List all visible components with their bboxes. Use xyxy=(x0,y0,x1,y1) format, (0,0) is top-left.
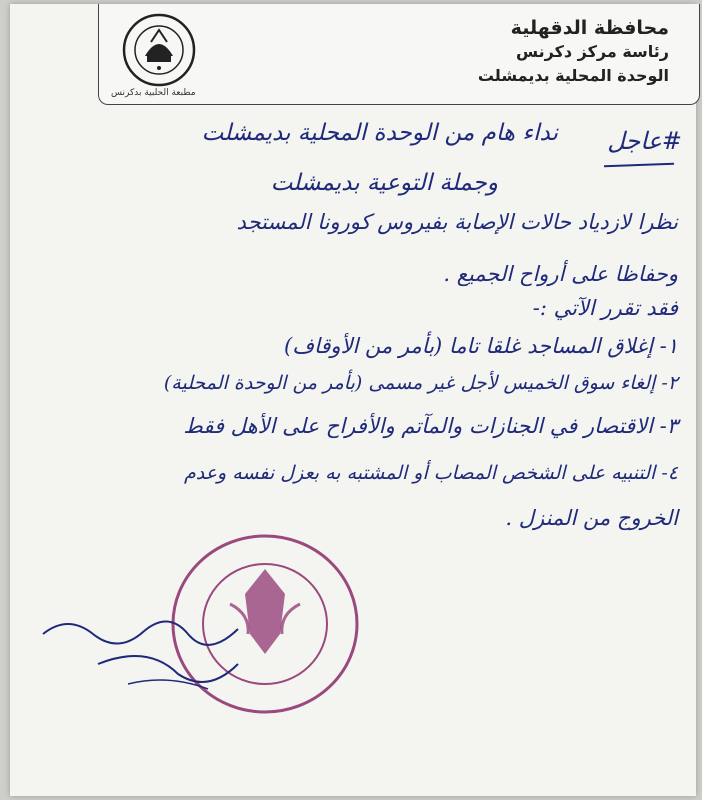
decision-intro: فقد تقرر الآتي :- xyxy=(532,296,678,320)
item-4: ٤- التنبيه على الشخص المصاب أو المشتبه به بعزل نفسه وعدم xyxy=(183,462,678,484)
item-3: ٣- الاقتصار في الجنازات والمآتم والأفراح على الأهل فقط xyxy=(183,414,678,438)
governorate-name: محافظة الدقهلية xyxy=(510,17,669,39)
intro-line-1: نظرا لازدياد حالات الإصابة بفيروس كورونا المستجد xyxy=(236,210,678,234)
title-line-1: نداء هام من الوحدة المحلية بديمشلت xyxy=(201,120,558,146)
item-1: ١- إغلاق المساجد غلقا تاما (بأمر من الأوقاف) xyxy=(284,334,678,358)
letter-paper xyxy=(10,4,696,796)
signature xyxy=(38,604,278,704)
council-name: رئاسة مركز دكرنس xyxy=(515,42,669,61)
title-line-2: وجملة التوعية بديمشلت xyxy=(270,170,498,196)
unit-name: الوحدة المحلية بديمشلت xyxy=(477,66,669,85)
press-caption: مطبعة الحلبية بدكرنس xyxy=(111,88,196,98)
item-4-cont: الخروج من المنزل . xyxy=(505,506,678,530)
intro-line-2: وحفاظا على أرواح الجميع . xyxy=(443,262,678,286)
item-2: ٢- إلغاء سوق الخميس لأجل غير مسمى (بأمر من الوحدة المحلية) xyxy=(163,372,678,394)
urgent-mark: #عاجل xyxy=(607,127,682,155)
